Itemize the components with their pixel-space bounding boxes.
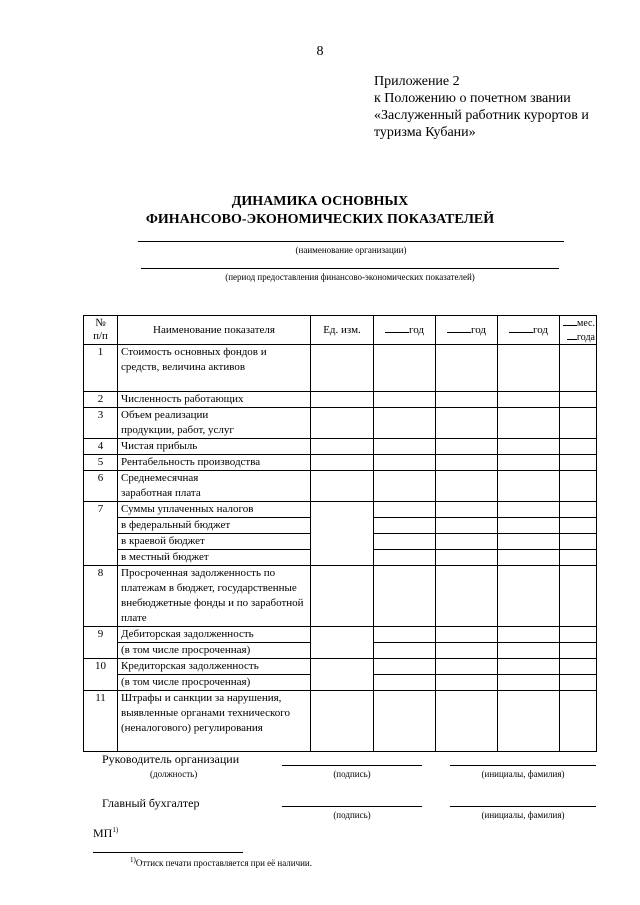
accountant-signature-line[interactable] — [282, 806, 422, 807]
table-row: 11 Штрафы и санкции за нарушения, выявленные органами технического (неналогового) регулирования — [84, 691, 597, 752]
accountant-initials-line[interactable] — [450, 806, 596, 807]
appendix-line: «Заслуженный работник курортов и — [374, 108, 589, 123]
table-header-row — [84, 316, 597, 345]
table-row: 6 Среднемесячная заработная плата — [84, 471, 597, 502]
org-name-line[interactable] — [138, 241, 564, 242]
indicators-table — [83, 315, 597, 752]
org-name-caption: (наименование организации) — [295, 245, 407, 255]
position-caption: (должность) — [150, 769, 198, 779]
signature-caption: (подпись) — [333, 810, 371, 820]
header-name: Наименование показателя — [118, 316, 311, 345]
table-subrow: в местный бюджет — [84, 550, 597, 566]
period-caption: (период предоставления финансово-экономических показателей) — [225, 272, 475, 282]
table-subrow: в федеральный бюджет — [84, 518, 597, 534]
table-row: 3 Объем реализации продукции, работ, услуг — [84, 408, 597, 439]
initials-caption: (инициалы, фамилия) — [481, 769, 565, 779]
table-row: 4 Чистая прибыль — [84, 439, 597, 455]
header-unit: Ед. изм. — [311, 316, 374, 345]
footnote-divider — [93, 852, 243, 853]
table-row: 1 Стоимость основных фондов и средств, величина активов — [84, 345, 597, 392]
table-row: 2 Численность работающих — [84, 392, 597, 408]
title-line: ФИНАНСОВО-ЭКОНОМИЧЕСКИХ ПОКАЗАТЕЛЕЙ — [145, 212, 495, 227]
footnote: $^{1)}$Оттиск печати проставляется при её наличии. — [130, 856, 313, 868]
initials-caption: (инициалы, фамилия) — [481, 810, 565, 820]
table-row: 9 Дебиторская задолженность — [84, 627, 597, 643]
accountant-label: Главный бухгалтер — [102, 796, 200, 810]
year-blank[interactable] — [509, 323, 533, 333]
header-month: мес. года — [560, 316, 597, 345]
year-blank[interactable] — [447, 323, 471, 333]
table-row: 5 Рентабельность производства — [84, 455, 597, 471]
appendix-line: туризма Кубани» — [374, 125, 476, 140]
table-row: 7 Суммы уплаченных налогов — [84, 502, 597, 518]
appendix-line: к Положению о почетном звании — [374, 91, 571, 106]
title-line: ДИНАМИКА ОСНОВНЫХ — [231, 194, 409, 209]
head-label: Руководитель организации — [102, 752, 240, 766]
header-year-3: год — [498, 316, 560, 345]
table-row: 10 Кредиторская задолженность — [84, 659, 597, 675]
table-subrow: в краевой бюджет — [84, 534, 597, 550]
head-initials-line[interactable] — [450, 765, 596, 766]
year-blank[interactable] — [385, 323, 409, 333]
appendix-block — [374, 73, 589, 141]
appendix-line: Приложение 2 — [374, 74, 460, 89]
header-year-2: год — [436, 316, 498, 345]
document-title — [0, 193, 640, 229]
period-line[interactable] — [141, 268, 559, 269]
header-year-1: год — [374, 316, 436, 345]
table-subrow: (в том числе просроченная) — [84, 675, 597, 691]
table-row: 8 Просроченная задолженность по платежам в бюджет, государственные внебюджетные фонды и по заработной плате — [84, 566, 597, 627]
page-number: 8 — [316, 44, 324, 59]
head-signature-line[interactable] — [282, 765, 422, 766]
header-num: № п/п — [84, 316, 118, 345]
table-subrow: (в том числе просроченная) — [84, 643, 597, 659]
stamp-label: МП$^{1)}$ — [93, 826, 119, 840]
signature-caption: (подпись) — [333, 769, 371, 779]
